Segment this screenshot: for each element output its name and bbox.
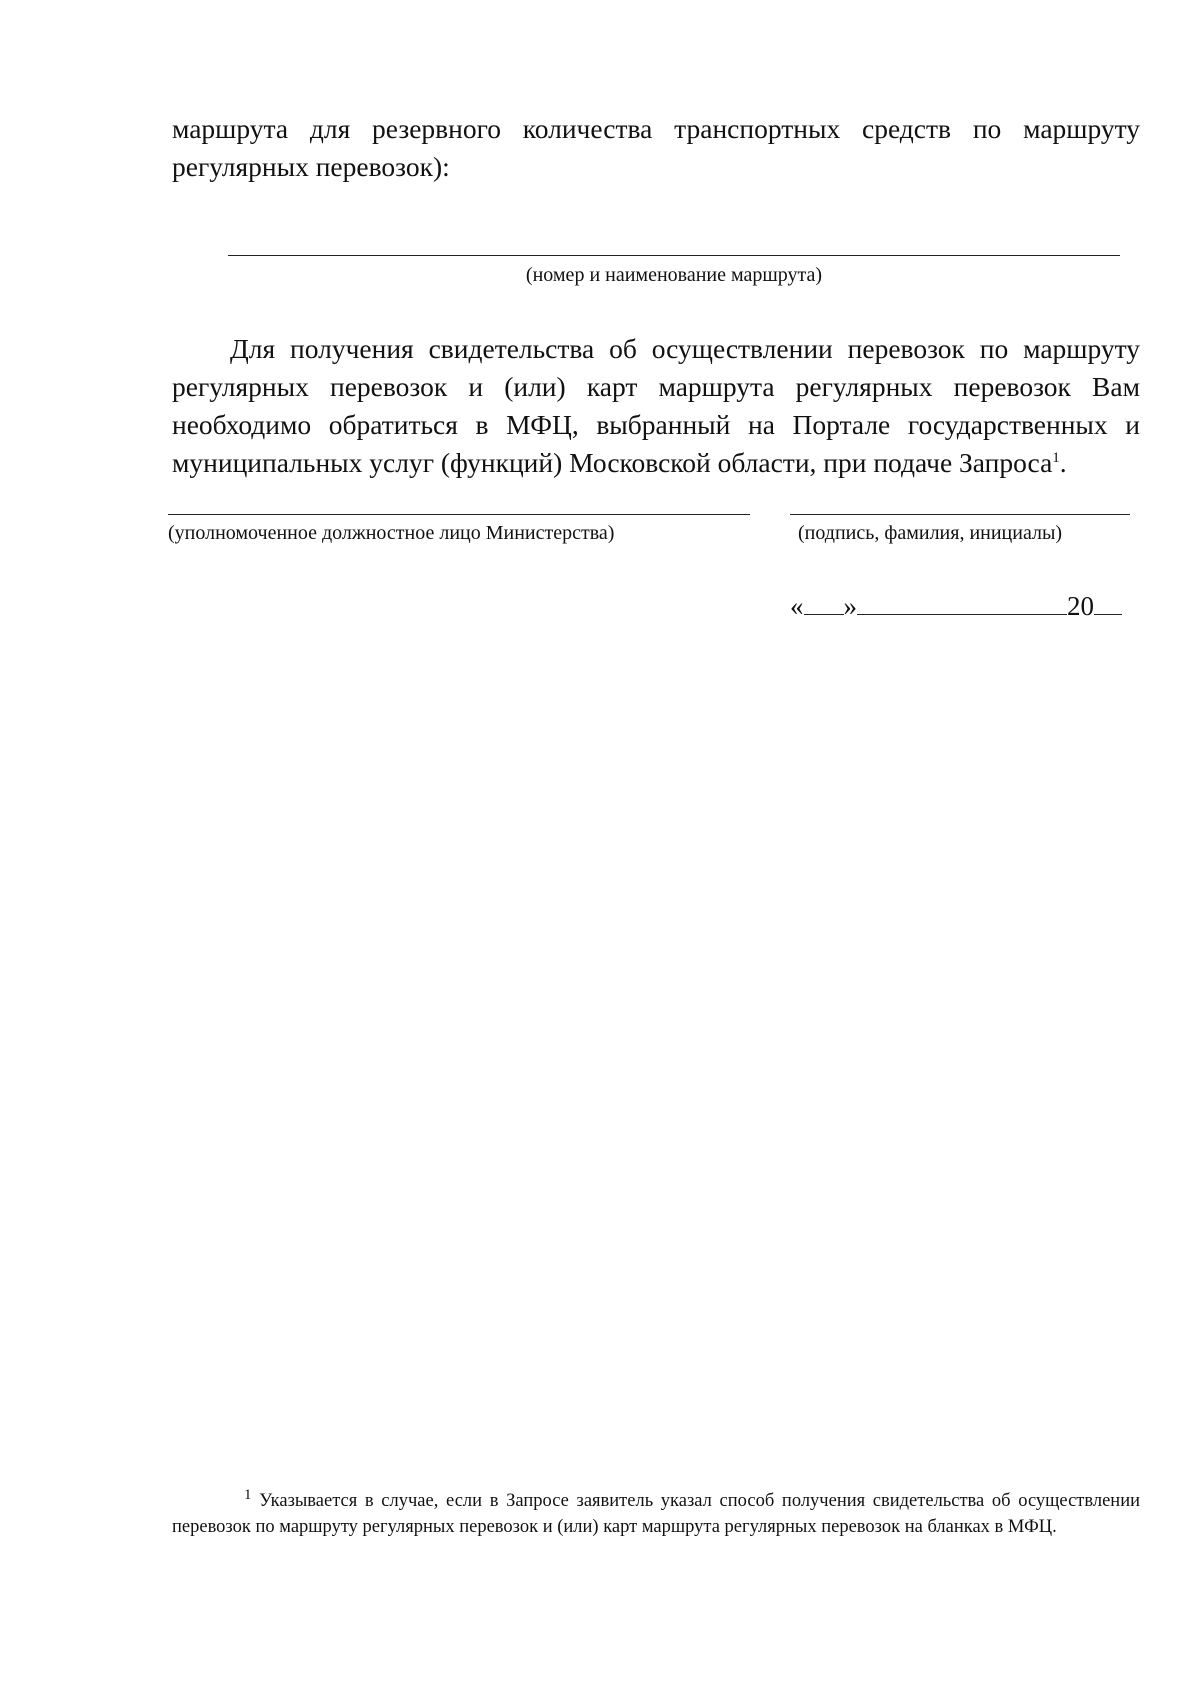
signature-caption: (подпись, фамилия, инициалы) (798, 522, 1063, 544)
footnote-mark: 1 (244, 1486, 252, 1503)
route-caption: (номер и наименование маршрута) (525, 264, 823, 286)
date-close-quote: » (843, 591, 857, 621)
date-month-blank[interactable] (857, 590, 1067, 615)
date-year-blank[interactable] (1094, 590, 1122, 615)
date-open-quote: « (790, 591, 804, 621)
intro-text: маршрута для резервного количества транспортных средств по маршруту регулярных перевозок): (172, 113, 1140, 182)
main-paragraph-end: . (1059, 447, 1067, 478)
route-input-line[interactable] (228, 255, 1120, 256)
date-day-blank[interactable] (804, 590, 844, 615)
footnote-reference[interactable]: 1 (1052, 449, 1060, 466)
date-year-prefix: 20 (1067, 591, 1094, 621)
main-paragraph (172, 330, 1140, 482)
footnote (172, 1488, 1140, 1540)
official-caption: (уполномоченное должностное лицо Министерства) (168, 522, 615, 544)
official-signature-line[interactable] (168, 514, 750, 515)
footnote-text: Указывается в случае, если в Запросе заявитель указал способ получения свидетельства об осуществлении перевозок по маршруту регулярных перевозок и (или) карт маршрута регулярных перевозок на бланках в МФЦ. (172, 1491, 1141, 1537)
signature-name-line[interactable] (790, 514, 1130, 515)
main-paragraph-text: Для получения свидетельства об осуществлении перевозок по маршруту регулярных перевозок и (или) карт маршрута регулярных перевозок Вам необходимо обратиться в МФЦ, выбранный на Портале государственных и муниципальных услуг (функций) Московской области, при подаче Запроса (172, 333, 1140, 478)
date-field (790, 590, 1122, 622)
